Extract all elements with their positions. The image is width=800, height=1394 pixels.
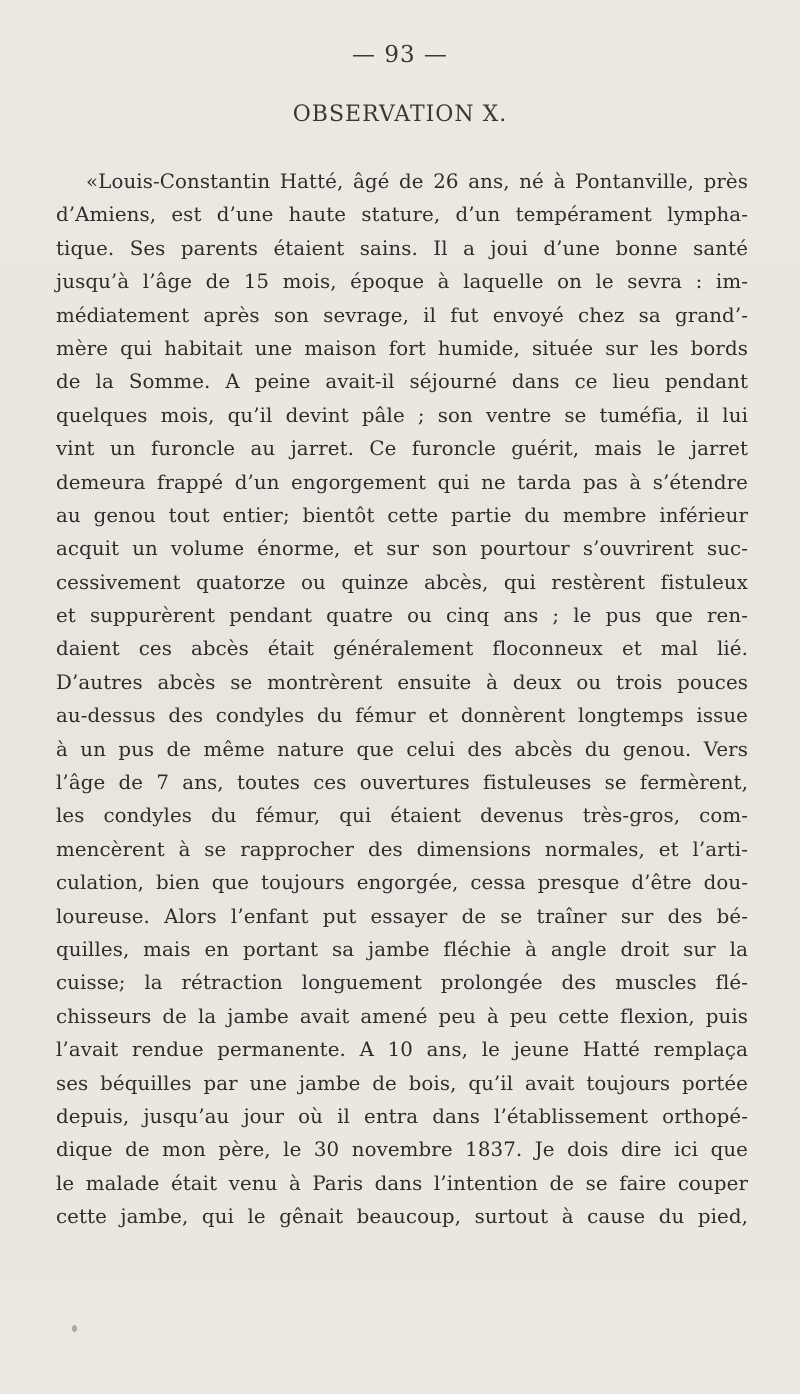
- text-line: cessivement quatorze ou quinze abcès, qui restèrent fistuleux: [56, 570, 748, 594]
- text-line: dique de mon père, le 30 novembre 1837. Je dois dire ici que: [56, 1138, 748, 1162]
- page-number: — 93 —: [352, 42, 448, 68]
- text-line: tique. Ses parents étaient sains. Il a joui d’une bonne santé: [56, 236, 748, 260]
- text-line: et suppurèrent pendant quatre ou cinq ans ; le pus que ren-: [56, 604, 748, 628]
- text-line: cuisse; la rétraction longuement prolongée des muscles flé-: [56, 971, 748, 995]
- text-line: chisseurs de la jambe avait amené peu à peu cette flexion, puis: [56, 1004, 748, 1028]
- text-line: l’âge de 7 ans, toutes ces ouvertures fistuleuses se fermèrent,: [56, 771, 748, 795]
- text-line: les condyles du fémur, qui étaient devenus très-gros, com-: [56, 804, 748, 828]
- text-line: médiatement après son sevrage, il fut envoyé chez sa grand’-: [56, 303, 748, 327]
- text-line: depuis, jusqu’au jour où il entra dans l’établissement orthopé-: [56, 1104, 748, 1128]
- text-line: vint un furoncle au jarret. Ce furoncle guérit, mais le jarret: [56, 437, 748, 461]
- text-line: mère qui habitait une maison fort humide, située sur les bords: [56, 336, 748, 360]
- text-line: de la Somme. A peine avait-il séjourné dans ce lieu pendant: [56, 370, 748, 394]
- text-line: culation, bien que toujours engorgée, cessa presque d’être dou-: [56, 871, 748, 895]
- text-line: ses béquilles par une jambe de bois, qu’il avait toujours portée: [56, 1071, 748, 1095]
- text-line: d’Amiens, est d’une haute stature, d’un tempérament lympha-: [56, 203, 748, 227]
- ink-speck: [72, 1325, 77, 1332]
- text-line: cette jambe, qui le gênait beaucoup, surtout à cause du pied,: [56, 1205, 748, 1229]
- text-line: D’autres abcès se montrèrent ensuite à deux ou trois pouces: [56, 670, 748, 694]
- text-line: jusqu’à l’âge de 15 mois, époque à laquelle on le sevra : im-: [56, 270, 748, 294]
- text-line: «Louis-Constantin Hatté, âgé de 26 ans, né à Pontanville, près: [86, 170, 748, 193]
- observation-title: OBSERVATION X.: [292, 102, 508, 127]
- text-line: quelques mois, qu’il devint pâle ; son ventre se tuméfia, il lui: [56, 403, 748, 427]
- text-line: demeura frappé d’un engorgement qui ne tarda pas à s’étendre: [56, 470, 748, 494]
- text-line: quilles, mais en portant sa jambe fléchie à angle droit sur la: [56, 937, 748, 961]
- text-line: acquit un volume énorme, et sur son pourtour s’ouvrirent suc-: [56, 537, 748, 561]
- body-text: [56, 165, 748, 1234]
- text-line: au-dessus des condyles du fémur et donnèrent longtemps issue: [56, 704, 748, 728]
- text-line: au genou tout entier; bientôt cette partie du membre inférieur: [56, 503, 748, 527]
- text-line: mencèrent à se rapprocher des dimensions normales, et l’arti-: [56, 837, 748, 861]
- text-line: le malade était venu à Paris dans l’intention de se faire couper: [56, 1171, 748, 1195]
- text-line: daient ces abcès était généralement floconneux et mal lié.: [56, 637, 748, 661]
- text-line: l’avait rendue permanente. A 10 ans, le jeune Hatté remplaça: [56, 1038, 748, 1062]
- text-line: à un pus de même nature que celui des abcès du genou. Vers: [56, 737, 748, 761]
- text-line: loureuse. Alors l’enfant put essayer de se traîner sur des bé-: [56, 904, 748, 928]
